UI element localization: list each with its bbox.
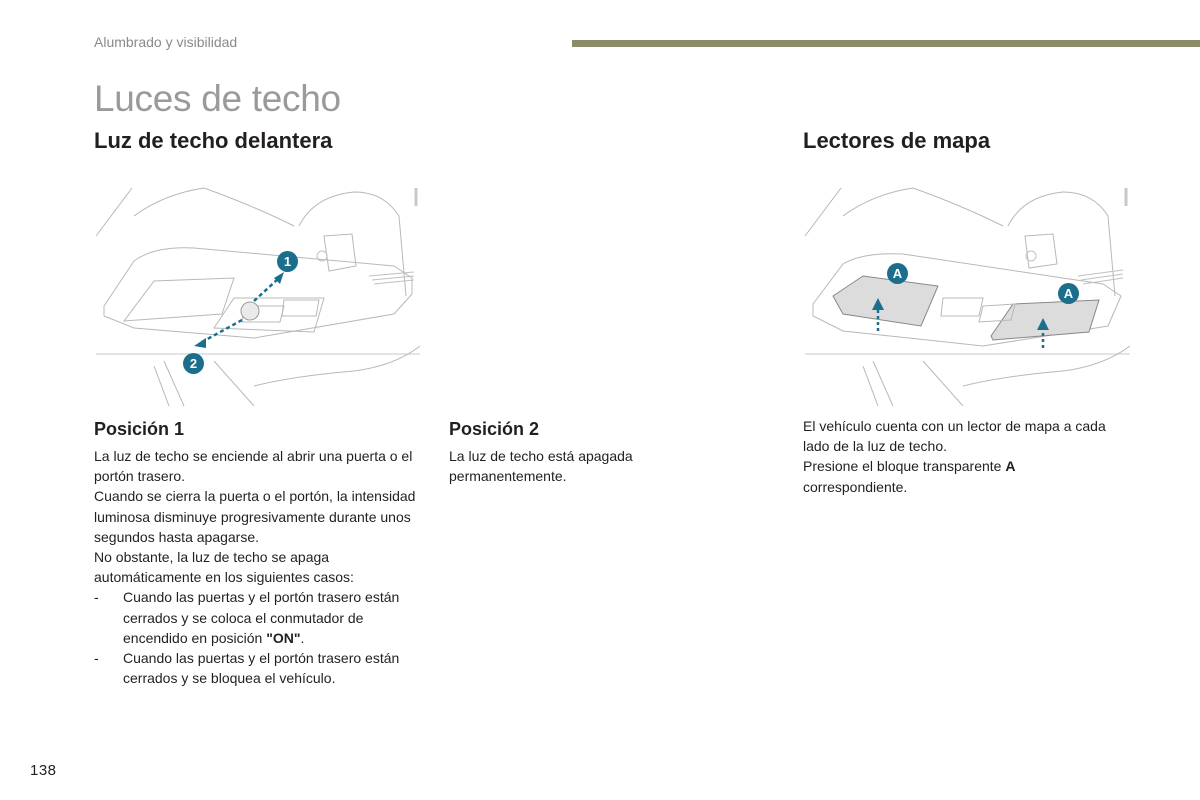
paragraph: Cuando se cierra la puerta o el portón, la intensidad luminosa disminuye progresivamente durante unos segundos hasta apagarse.	[94, 488, 416, 545]
auto-off-list	[94, 587, 424, 688]
paragraph: El vehículo cuenta con un lector de mapa a cada lado de la luz de techo.	[803, 418, 1106, 455]
map-readers-illustration	[803, 186, 1130, 406]
list-dash: -	[94, 650, 99, 667]
block-a-label: A	[1005, 458, 1016, 475]
page-number: 138	[30, 762, 57, 779]
list-item-tail: .	[300, 629, 305, 646]
press-tail: correspondiente.	[803, 478, 908, 495]
list-dash: -	[94, 589, 99, 606]
list-item	[94, 587, 424, 648]
list-item	[94, 648, 424, 688]
position-1-text	[94, 446, 424, 688]
front-light-heading: Luz de techo delantera	[94, 128, 333, 153]
front-ceiling-light-illustration	[94, 186, 420, 406]
position-2-text	[449, 446, 709, 486]
press-text: Presione el bloque transparente	[803, 458, 1006, 475]
position-2-heading: Posición 2	[449, 419, 540, 439]
header-rule	[572, 40, 1200, 47]
callout-a-right: A	[1058, 283, 1079, 304]
callout-a-left: A	[887, 263, 908, 284]
paragraph: La luz de techo se enciende al abrir una puerta o el portón trasero.	[94, 448, 413, 485]
section-label: Alumbrado y visibilidad	[94, 34, 238, 50]
list-item-text: Cuando las puertas y el portón trasero están cerrados y se bloquea el vehículo.	[123, 650, 400, 687]
on-position-label: "ON"	[266, 629, 301, 646]
paragraph: La luz de techo está apagada permanentemente.	[449, 448, 633, 485]
position-1-heading: Posición 1	[94, 419, 185, 439]
callout-1: 1	[277, 251, 298, 272]
callout-2: 2	[183, 353, 204, 374]
list-item-text: Cuando las puertas y el portón trasero están cerrados y se coloca el conmutador de encendido en posición	[123, 589, 400, 646]
paragraph: No obstante, la luz de techo se apaga automáticamente en los siguientes casos:	[94, 549, 354, 586]
map-readers-heading: Lectores de mapa	[803, 128, 991, 153]
paragraph	[803, 456, 1113, 496]
page-title: Luces de techo	[94, 78, 341, 119]
map-readers-text	[803, 416, 1113, 497]
